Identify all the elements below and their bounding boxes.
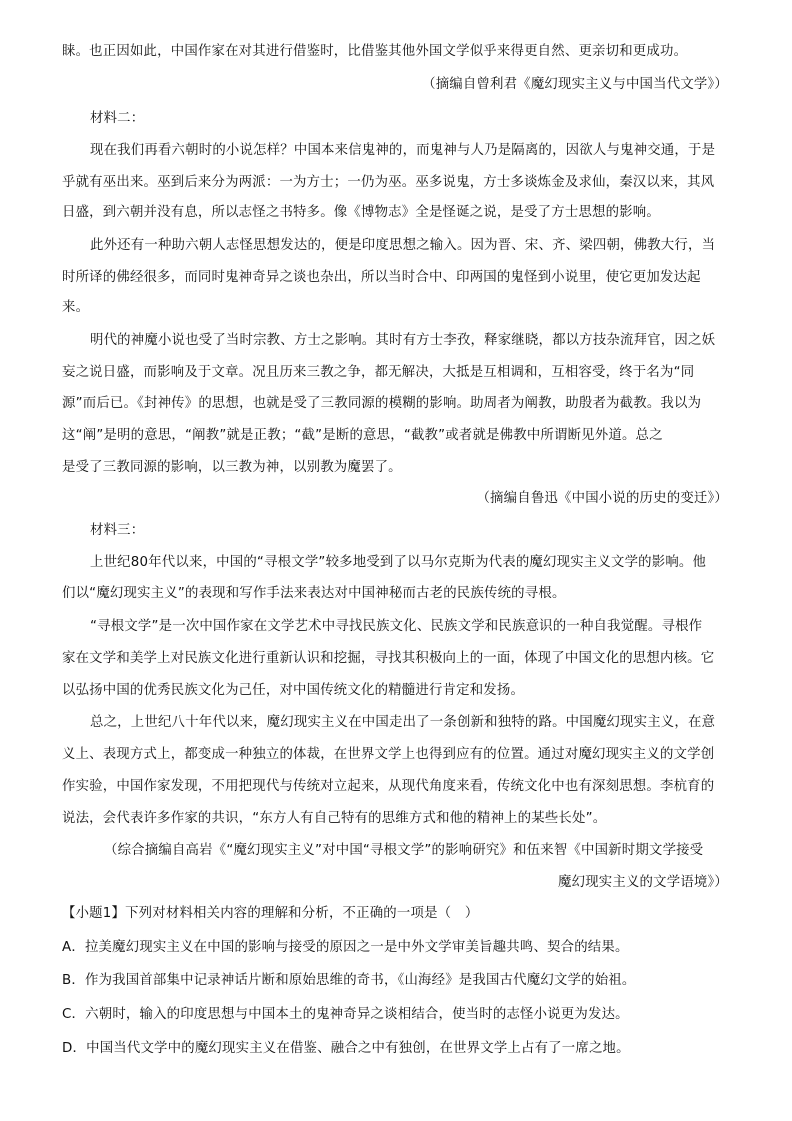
paragraph-line: 妄之说日盛，而影响及于文章。况且历来三教之争，都无解决，大抵是互相调和，互相容受，终于名为“同 [62, 365, 695, 380]
paragraph-line: 源”而后已。《封神传》的思想，也就是受了三教同源的模糊的影响。助周者为阐教，助殷者为截教。我以为 [62, 396, 702, 411]
paragraph-line: 家在文学和美学上对民族文化进行重新认识和挖掘，寻找其积极向上的一面，体现了中国文化的思想内核。它 [62, 651, 715, 666]
paragraph-line: 来。 [62, 300, 90, 315]
paragraph-line: 作实验，中国作家发现，不用把现代与传统对立起来，从现代角度来看，传统文化中也有深刻思想。李杭育的 [62, 779, 715, 794]
source-citation: 魔幻现实主义的文学语境》） [558, 875, 728, 890]
paragraph-line: 们以“魔幻现实主义”的表现和写作手法来表达对中国神秘而古老的民族传统的寻根。 [62, 586, 566, 601]
source-citation: （综合摘编自高岩《“魔幻现实主义”对中国“寻根文学”的影响研究》和伍来智《中国新时期文学接受 [104, 843, 704, 858]
paragraph-line: 日盛，到六朝并没有息，所以志怪之书特多。像《博物志》全是怪诞之说，是受了方士思想的影响。 [62, 205, 660, 220]
paragraph-line: 义上、表现方式上，都变成一种独立的体裁，在世界文学上也得到应有的位置。通过对魔幻现实主义的文学创 [62, 747, 715, 762]
section-heading: 材料二： [90, 111, 145, 126]
paragraph-line: 乎就有巫出来。巫到后来分为两派：一为方士；一仍为巫。巫多说鬼，方士多谈炼金及求仙，秦汉以来，其风 [62, 175, 715, 190]
paragraph-line: 现在我们再看六朝时的小说怎样？中国本来信鬼神的，而鬼神与人乃是隔离的，因欲人与鬼神交通，于是 [90, 143, 716, 158]
paragraph-line: “寻根文学”是一次中国作家在文学艺术中寻找民族文化、民族文学和民族意识的一种自我觉醒。寻根作 [90, 619, 703, 634]
paragraph-line: 上世纪80年代以来，中国的“寻根文学”较多地受到了以马尔克斯为代表的魔幻现实主义文学的影响。他 [90, 555, 707, 570]
question-stem: 【小题1】下列对材料相关内容的理解和分析，不正确的一项是（ ） [62, 906, 479, 921]
section-heading: 材料三： [90, 523, 145, 538]
paragraph-line: 此外还有一种助六朝人志怪思想发达的，便是印度思想之输入。因为晋、宋、齐、梁四朝，佛教大行，当 [90, 238, 716, 253]
option-c: C．六朝时，输入的印度思想与中国本土的鬼神奇异之谈相结合，使当时的志怪小说更为发达。 [62, 1007, 629, 1022]
paragraph-line: 时所译的佛经很多，而同时鬼神奇异之谈也杂出，所以当时合中、印两国的鬼怪到小说里，使它更加发达起 [62, 270, 701, 285]
paragraph-line: 总之，上世纪八十年代以来，魔幻现实主义在中国走出了一条创新和独特的路。中国魔幻现实主义，在意 [90, 715, 716, 730]
paragraph-line: 说法，会代表许多作家的共识，“东方人有自己特有的思维方式和他的精神上的某些长处”。 [62, 811, 607, 826]
paragraph-line: 是受了三教同源的影响，以三教为神，以别教为魔罢了。 [62, 460, 402, 475]
option-d: D．中国当代文学中的魔幻现实主义在借鉴、融合之中有独创，在世界文学上占有了一席之地。 [62, 1041, 630, 1056]
paragraph-line: 睐。也正因如此，中国作家在对其进行借鉴时，比借鉴其他外国文学似乎来得更自然、更亲切和更成功。 [62, 44, 688, 59]
paragraph-line: 这“阐”是明的意思，“阐教”就是正教；“截”是断的意思，“截教”或者就是佛教中所谓断见外道。总之 [62, 428, 663, 443]
source-citation: （摘编自鲁迅《中国小说的历史的变迁》） [476, 491, 728, 506]
source-citation: （摘编自曾利君《魔幻现实主义与中国当代文学》） [422, 77, 728, 92]
option-a: A．拉美魔幻现实主义在中国的影响与接受的原因之一是中外文学审美旨趣共鸣、契合的结果。 [62, 940, 629, 955]
paragraph-line: 以弘扬中国的优秀民族文化为己任，对中国传统文化的精髓进行肯定和发扬。 [62, 683, 525, 698]
paragraph-line: 明代的神魔小说也受了当时宗教、方士之影响。其时有方士李孜，释家继晓，都以方技杂流拜官，因之妖 [90, 333, 716, 348]
option-b: B．作为我国首部集中记录神话片断和原始思维的奇书，《山海经》是我国古代魔幻文学的始祖。 [62, 973, 636, 988]
